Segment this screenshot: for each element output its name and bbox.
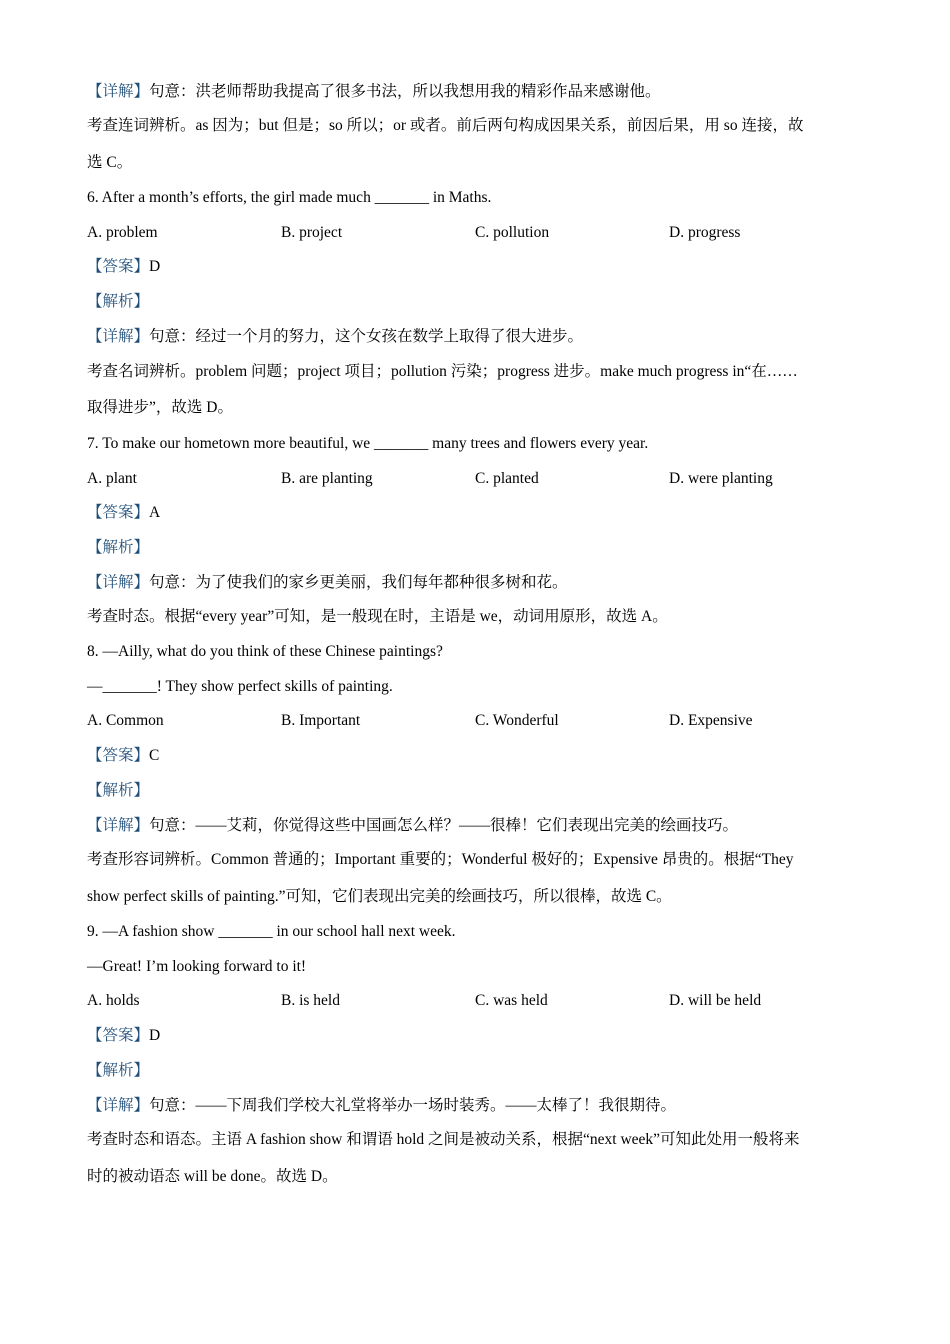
- question-7-option-b: B. are planting: [281, 470, 373, 487]
- question-9-stem-line-2: —Great! I’m looking forward to it!: [87, 958, 307, 975]
- answer-tag: 【答案】: [87, 1027, 150, 1044]
- question-9-option-a: A. holds: [87, 992, 140, 1009]
- question-8-answer: 【答案】C: [87, 747, 160, 764]
- question-8-option-b: B. Important: [281, 712, 361, 729]
- q5-analysis-line-1: 考查连词辨析。as 因为；but 但是；so 所以；or 或者。前后两句构成因果关系，前因后果，用 so 连接，故: [87, 117, 804, 134]
- question-8-option-d: D. Expensive: [669, 712, 753, 729]
- question-7-analysis-line-1: 考查时态。根据“every year”可知，是一般现在时，主语是 we，动词用原形，故选 A。: [87, 608, 668, 625]
- question-7-jiexi-tag: 【解析】: [87, 539, 150, 556]
- detail-tag: 【详解】: [87, 1097, 150, 1114]
- question-7-stem: 7. To make our hometown more beautiful, we _______ many trees and flowers every year.: [87, 435, 649, 452]
- question-9-detail: 【详解】句意：——下周我们学校大礼堂将举办一场时装秀。——太棒了！我很期待。: [87, 1097, 677, 1114]
- question-9-stem-line-1: 9. —A fashion show _______ in our school hall next week.: [87, 923, 456, 940]
- question-6-option-d: D. progress: [669, 224, 741, 241]
- question-8-jiexi-tag: 【解析】: [87, 782, 150, 799]
- question-7-option-d: D. were planting: [669, 470, 773, 487]
- question-9-option-d: D. will be held: [669, 992, 762, 1009]
- question-8-analysis-line-2: show perfect skills of painting.”可知，它们表现出完美的绘画技巧，所以很棒，故选 C。: [87, 888, 672, 905]
- question-6-option-b: B. project: [281, 224, 343, 241]
- answer-tag: 【答案】: [87, 747, 150, 764]
- detail-tag: 【详解】: [87, 817, 150, 834]
- question-9-option-c: C. was held: [475, 992, 548, 1009]
- question-7-answer: 【答案】A: [87, 504, 161, 521]
- question-6-analysis-line-1: 考查名词辨析。problem 问题；project 项目；pollution 污染；progress 进步。make much progress in“在……: [87, 363, 798, 380]
- question-7-detail: 【详解】句意：为了使我们的家乡更美丽，我们每年都种很多树和花。: [87, 574, 568, 591]
- detail-tag: 【详解】: [87, 328, 150, 345]
- q5-detail: 【详解】句意：洪老师帮助我提高了很多书法，所以我想用我的精彩作品来感谢他。: [87, 83, 661, 100]
- question-8-analysis-line-1: 考查形容词辨析。Common 普通的；Important 重要的；Wonderful 极好的；Expensive 昂贵的。根据“They: [87, 851, 794, 868]
- question-7-option-a: A. plant: [87, 470, 137, 487]
- answer-tag: 【答案】: [87, 258, 150, 275]
- detail-tag: 【详解】: [87, 574, 150, 591]
- question-8-stem-line-1: 8. —Ailly, what do you think of these Chinese paintings?: [87, 643, 443, 660]
- question-6-stem: 6. After a month’s efforts, the girl made much _______ in Maths.: [87, 189, 492, 206]
- detail-tag: 【详解】: [87, 83, 150, 100]
- question-9-analysis-line-2: 时的被动语态 will be done。故选 D。: [87, 1168, 338, 1185]
- question-6-analysis-line-2: 取得进步”，故选 D。: [87, 399, 233, 416]
- question-8-stem-line-2: —_______! They show perfect skills of painting.: [87, 678, 393, 695]
- question-6-option-a: A. problem: [87, 224, 158, 241]
- question-6-option-c: C. pollution: [475, 224, 550, 241]
- q5-analysis-line-2: 选 C。: [87, 154, 133, 171]
- question-6-jiexi-tag: 【解析】: [87, 293, 150, 310]
- question-9-answer: 【答案】D: [87, 1027, 161, 1044]
- question-8-detail: 【详解】句意：——艾莉，你觉得这些中国画怎么样？——很棒！它们表现出完美的绘画技巧。: [87, 817, 739, 834]
- question-6-answer: 【答案】D: [87, 258, 161, 275]
- question-9-option-b: B. is held: [281, 992, 340, 1009]
- question-7-option-c: C. planted: [475, 470, 539, 487]
- question-6-detail: 【详解】句意：经过一个月的努力，这个女孩在数学上取得了很大进步。: [87, 328, 584, 345]
- question-9-analysis-line-1: 考查时态和语态。主语 A fashion show 和谓语 hold 之间是被动关系，根据“next week”可知此处用一般将来: [87, 1131, 800, 1148]
- question-8-option-c: C. Wonderful: [475, 712, 559, 729]
- question-9-jiexi-tag: 【解析】: [87, 1062, 150, 1079]
- question-8-option-a: A. Common: [87, 712, 164, 729]
- answer-tag: 【答案】: [87, 504, 150, 521]
